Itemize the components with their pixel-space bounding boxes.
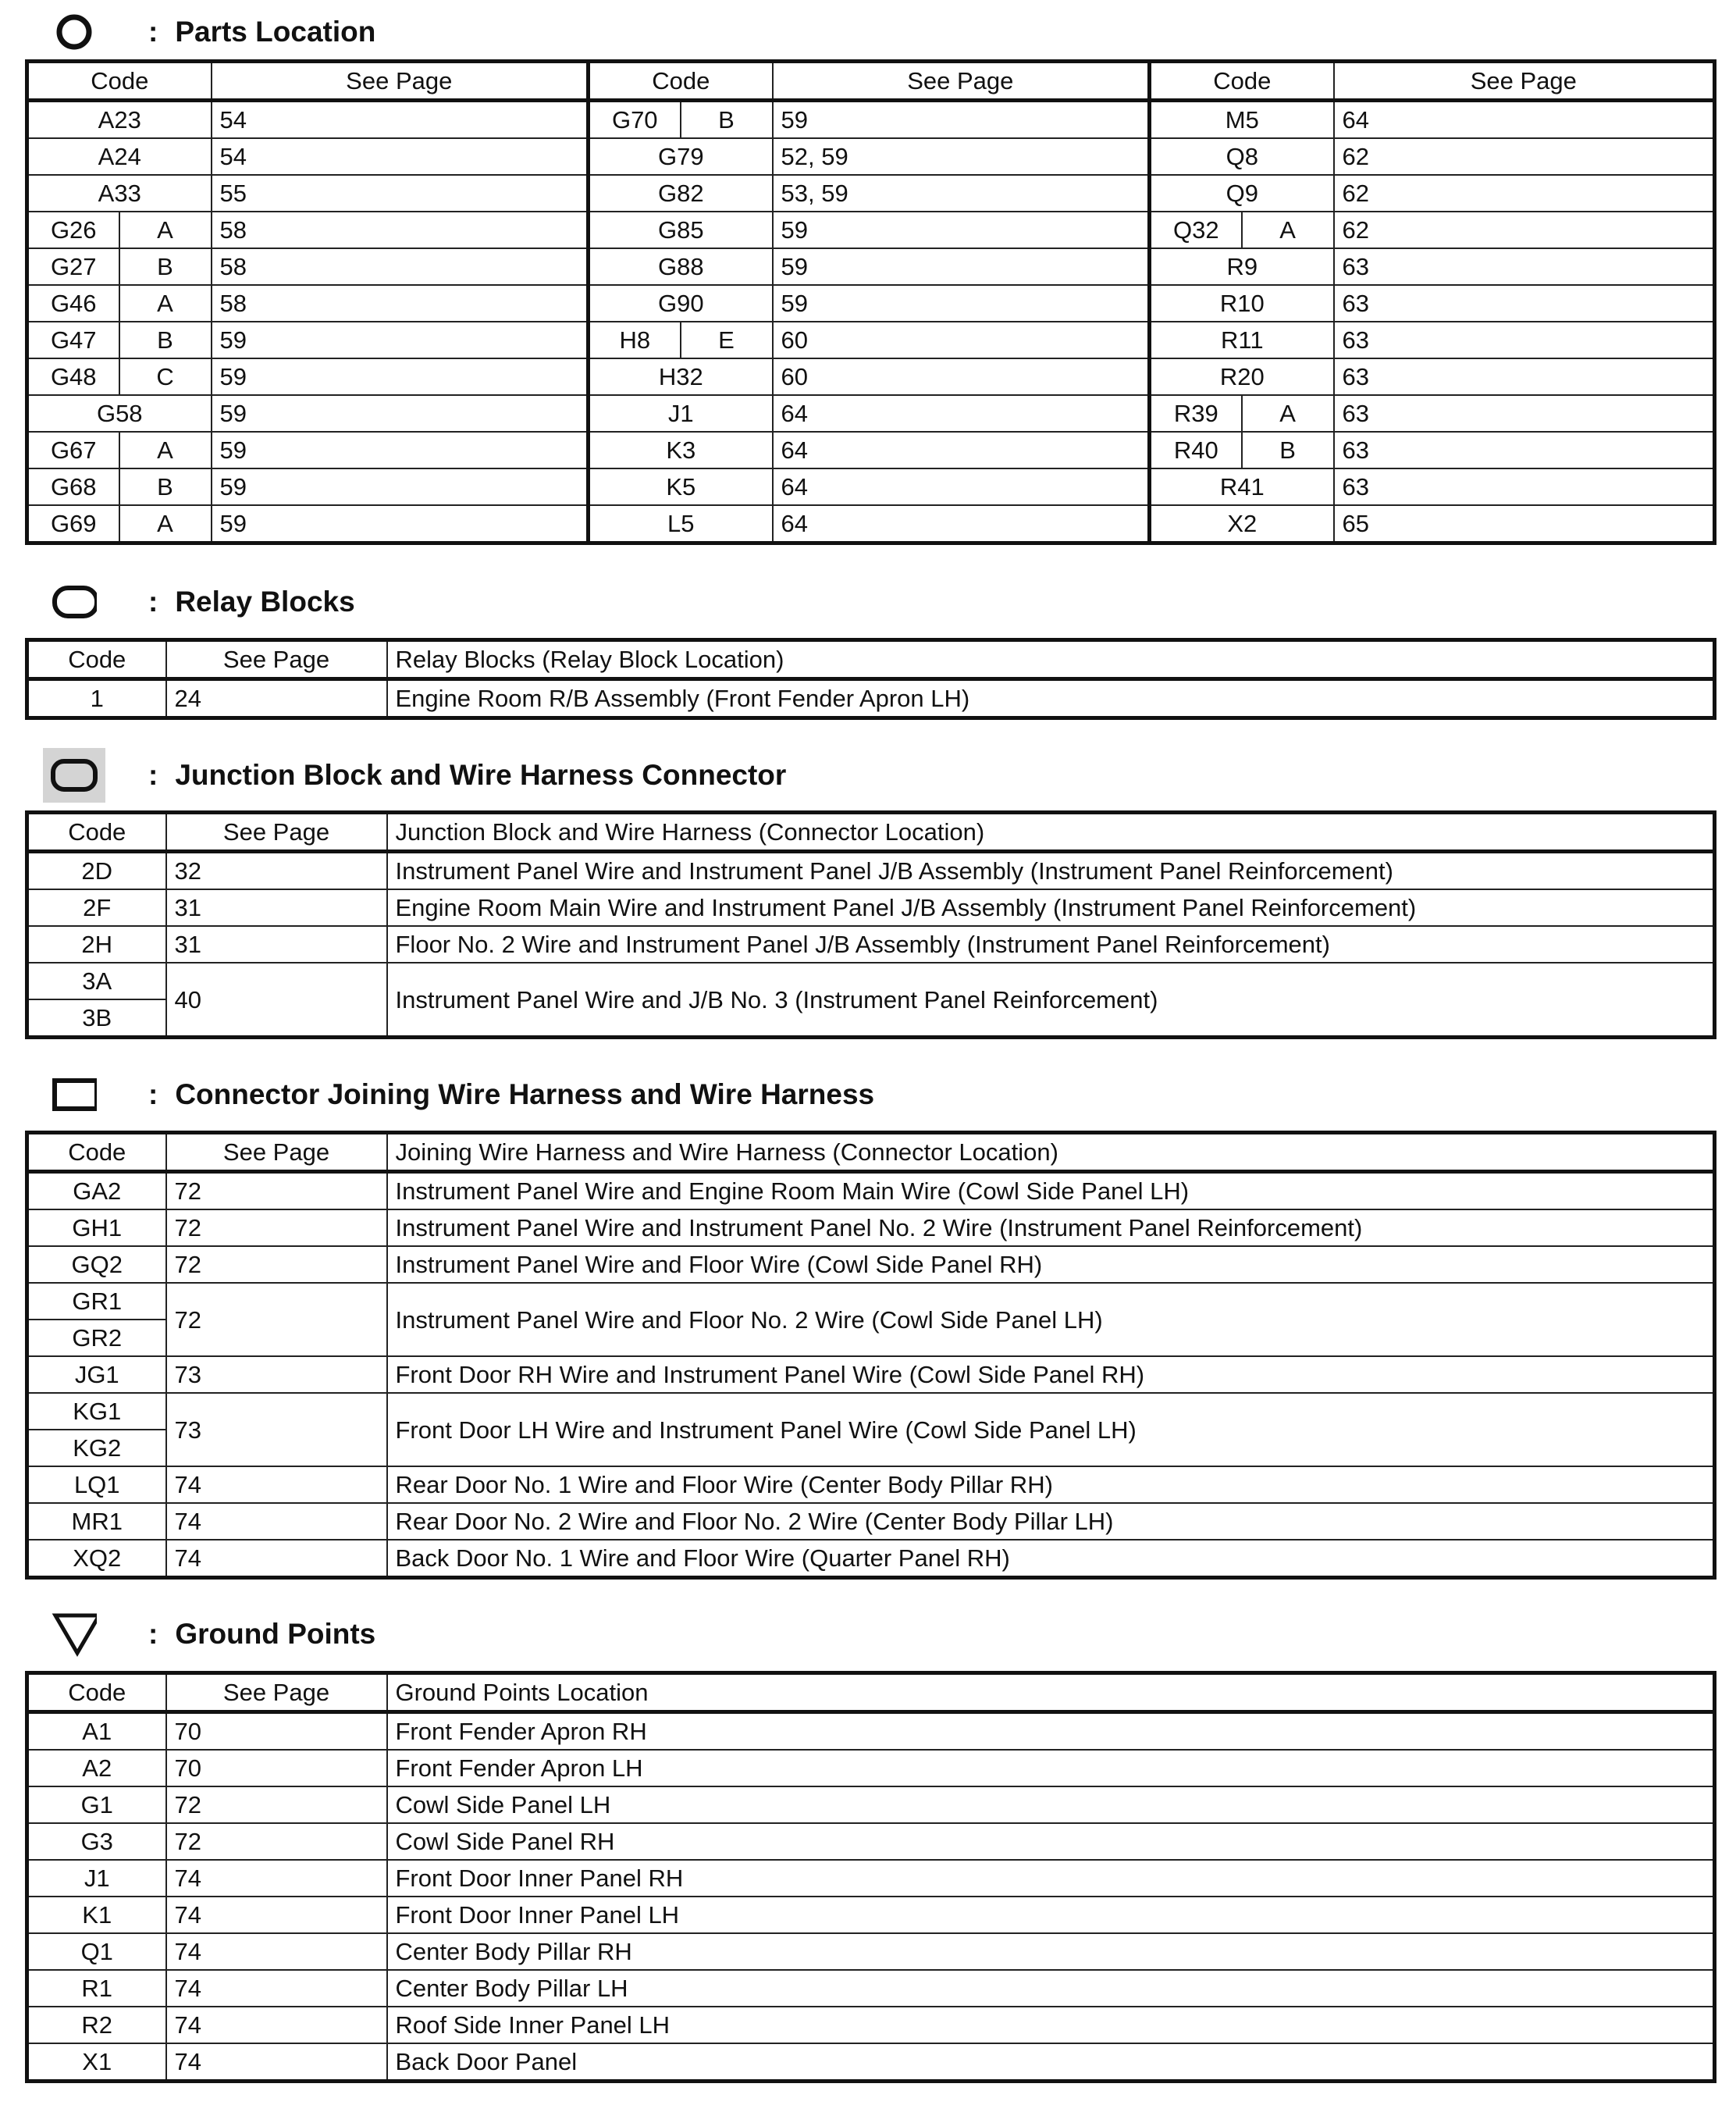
parts-location-heading	[52, 5, 375, 59]
part-code: R11	[1150, 322, 1334, 358]
table-row	[27, 1503, 1715, 1540]
see-page-value: 59	[212, 395, 589, 432]
location-cell: Center Body Pillar RH	[387, 1933, 1715, 1970]
table-row	[27, 248, 1715, 285]
see-page-cell: 74	[166, 1466, 387, 1503]
code-cell: G1	[27, 1786, 166, 1823]
table-row	[27, 138, 1715, 175]
see-page-cell: 74	[166, 2007, 387, 2043]
see-page-cell: 72	[166, 1283, 387, 1356]
rounded-rect-icon	[52, 579, 97, 625]
part-code: A23	[27, 101, 212, 139]
see-page-value: 65	[1334, 505, 1715, 543]
column-header-code: Code	[589, 62, 773, 101]
column-header-code: Code	[1150, 62, 1334, 101]
see-page-value: 62	[1334, 212, 1715, 248]
heading-colon: :	[148, 1618, 158, 1650]
part-code: G69	[27, 505, 119, 543]
part-code: G82	[589, 175, 773, 212]
table-row	[27, 322, 1715, 358]
code-cell: R1	[27, 1970, 166, 2007]
part-code: G46	[27, 285, 119, 322]
see-page-value: 59	[212, 432, 589, 468]
code-cell: G3	[27, 1823, 166, 1860]
see-page-value: 59	[773, 285, 1150, 322]
table-row	[27, 2043, 1715, 2082]
section-title: Parts Location	[175, 16, 376, 48]
relay-blocks-heading	[52, 575, 355, 629]
see-page-value: 63	[1334, 322, 1715, 358]
see-page-cell: 72	[166, 1823, 387, 1860]
location-cell: Rear Door No. 2 Wire and Floor No. 2 Wire (Center Body Pillar LH)	[387, 1503, 1715, 1540]
table-row	[27, 1246, 1715, 1283]
heading-colon: :	[148, 759, 158, 791]
code-cell: GR2	[27, 1320, 166, 1356]
table-row	[27, 468, 1715, 505]
part-code: R9	[1150, 248, 1334, 285]
ground-points-heading	[52, 1607, 375, 1662]
column-header-see-page: See Page	[212, 62, 589, 101]
code-cell: J1	[27, 1860, 166, 1897]
part-code: A33	[27, 175, 212, 212]
table-row	[27, 1540, 1715, 1578]
relay-blocks-table	[25, 638, 1716, 720]
part-code: R10	[1150, 285, 1334, 322]
table-header-row	[27, 813, 1715, 852]
heading-colon: :	[148, 16, 158, 48]
table-row	[27, 1393, 1715, 1430]
table-header-row	[27, 1673, 1715, 1712]
section-title: Connector Joining Wire Harness and Wire Harness	[175, 1078, 875, 1110]
code-cell: 3B	[27, 999, 166, 1038]
table-row	[27, 1897, 1715, 1933]
connector-joining-heading	[52, 1067, 874, 1122]
part-code: G27	[27, 248, 119, 285]
code-cell: GA2	[27, 1172, 166, 1210]
code-cell: KG1	[27, 1393, 166, 1430]
see-page-value: 64	[1334, 101, 1715, 139]
code-cell: R2	[27, 2007, 166, 2043]
part-code: G26	[27, 212, 119, 248]
part-code: Q9	[1150, 175, 1334, 212]
see-page-value: 58	[212, 248, 589, 285]
column-header-code: Code	[27, 640, 166, 679]
location-cell: Front Fender Apron RH	[387, 1712, 1715, 1751]
see-page-value: 53, 59	[773, 175, 1150, 212]
table-row	[27, 1970, 1715, 2007]
column-header-code: Code	[27, 813, 166, 852]
see-page-cell: 24	[166, 679, 387, 718]
part-sub-code: C	[119, 358, 212, 395]
code-cell: 2F	[27, 889, 166, 926]
see-page-cell: 72	[166, 1209, 387, 1246]
part-code: X2	[1150, 505, 1334, 543]
location-cell: Front Door RH Wire and Instrument Panel Wire (Cowl Side Panel RH)	[387, 1356, 1715, 1393]
table-row	[27, 358, 1715, 395]
location-cell: Instrument Panel Wire and Instrument Panel J/B Assembly (Instrument Panel Reinforcement)	[387, 852, 1715, 890]
location-cell: Front Door LH Wire and Instrument Panel Wire (Cowl Side Panel LH)	[387, 1393, 1715, 1466]
part-code: Q8	[1150, 138, 1334, 175]
see-page-value: 62	[1334, 138, 1715, 175]
see-page-cell: 32	[166, 852, 387, 890]
code-cell: JG1	[27, 1356, 166, 1393]
see-page-cell: 72	[166, 1786, 387, 1823]
location-cell: Engine Room R/B Assembly (Front Fender Apron LH)	[387, 679, 1715, 718]
square-icon	[52, 1072, 97, 1117]
circle-icon	[52, 9, 97, 55]
table-row	[27, 212, 1715, 248]
location-cell: Rear Door No. 1 Wire and Floor Wire (Center Body Pillar RH)	[387, 1466, 1715, 1503]
table-row	[27, 285, 1715, 322]
see-page-value: 64	[773, 468, 1150, 505]
column-header-code: Code	[27, 1133, 166, 1172]
table-row	[27, 1209, 1715, 1246]
see-page-value: 60	[773, 322, 1150, 358]
table-row	[27, 679, 1715, 718]
table-row	[27, 926, 1715, 963]
see-page-value: 63	[1334, 468, 1715, 505]
table-row	[27, 1172, 1715, 1210]
part-code: H32	[589, 358, 773, 395]
part-sub-code: A	[119, 432, 212, 468]
location-cell: Instrument Panel Wire and J/B No. 3 (Instrument Panel Reinforcement)	[387, 963, 1715, 1038]
part-code: G67	[27, 432, 119, 468]
part-sub-code: B	[1242, 432, 1334, 468]
heading-colon: :	[148, 1078, 158, 1110]
code-cell: XQ2	[27, 1540, 166, 1578]
see-page-value: 59	[773, 248, 1150, 285]
column-header-see-page: See Page	[1334, 62, 1715, 101]
column-header-location: Joining Wire Harness and Wire Harness (Connector Location)	[387, 1133, 1715, 1172]
triangle-icon	[52, 1612, 97, 1657]
see-page-value: 58	[212, 285, 589, 322]
part-code: H8	[589, 322, 681, 358]
location-cell: Center Body Pillar LH	[387, 1970, 1715, 2007]
table-row	[27, 1356, 1715, 1393]
code-cell: MR1	[27, 1503, 166, 1540]
see-page-value: 54	[212, 101, 589, 139]
code-cell: GR1	[27, 1283, 166, 1320]
section-title: Junction Block and Wire Harness Connector	[175, 759, 787, 791]
code-cell: X1	[27, 2043, 166, 2082]
table-row	[27, 1750, 1715, 1786]
column-header-see-page: See Page	[773, 62, 1150, 101]
location-cell: Front Door Inner Panel LH	[387, 1897, 1715, 1933]
see-page-cell: 70	[166, 1712, 387, 1751]
table-row	[27, 1283, 1715, 1320]
code-cell: KG2	[27, 1430, 166, 1466]
table-row	[27, 505, 1715, 543]
see-page-value: 64	[773, 432, 1150, 468]
part-code: G48	[27, 358, 119, 395]
junction-block-table	[25, 810, 1716, 1039]
part-sub-code: B	[119, 248, 212, 285]
see-page-value: 59	[212, 505, 589, 543]
column-header-code: Code	[27, 62, 212, 101]
part-code: L5	[589, 505, 773, 543]
table-header-row	[27, 1133, 1715, 1172]
part-code: Q32	[1150, 212, 1242, 248]
part-code: A24	[27, 138, 212, 175]
see-page-value: 59	[212, 468, 589, 505]
see-page-value: 59	[773, 101, 1150, 139]
part-code: R39	[1150, 395, 1242, 432]
code-cell: GQ2	[27, 1246, 166, 1283]
part-code: G88	[589, 248, 773, 285]
table-header-row	[27, 62, 1715, 101]
location-cell: Instrument Panel Wire and Floor Wire (Cowl Side Panel RH)	[387, 1246, 1715, 1283]
part-sub-code: A	[119, 285, 212, 322]
part-sub-code: B	[119, 322, 212, 358]
part-code: G47	[27, 322, 119, 358]
part-code: G90	[589, 285, 773, 322]
part-sub-code: A	[1242, 212, 1334, 248]
location-cell: Floor No. 2 Wire and Instrument Panel J/B Assembly (Instrument Panel Reinforcement)	[387, 926, 1715, 963]
see-page-cell: 74	[166, 1897, 387, 1933]
location-cell: Engine Room Main Wire and Instrument Panel J/B Assembly (Instrument Panel Reinforcement)	[387, 889, 1715, 926]
code-cell: 2H	[27, 926, 166, 963]
location-cell: Cowl Side Panel RH	[387, 1823, 1715, 1860]
column-header-see-page: See Page	[166, 640, 387, 679]
column-header-location: Junction Block and Wire Harness (Connector Location)	[387, 813, 1715, 852]
see-page-cell: 72	[166, 1246, 387, 1283]
location-cell: Cowl Side Panel LH	[387, 1786, 1715, 1823]
see-page-value: 63	[1334, 358, 1715, 395]
part-sub-code: B	[681, 101, 773, 139]
table-row	[27, 1466, 1715, 1503]
see-page-value: 63	[1334, 395, 1715, 432]
part-sub-code: A	[119, 212, 212, 248]
see-page-cell: 74	[166, 1860, 387, 1897]
junction-block-heading	[52, 748, 786, 803]
code-cell: K1	[27, 1897, 166, 1933]
column-header-see-page: See Page	[166, 1133, 387, 1172]
shaded-rounded-rect-icon	[43, 748, 105, 803]
see-page-cell: 40	[166, 963, 387, 1038]
see-page-value: 64	[773, 505, 1150, 543]
column-header-see-page: See Page	[166, 813, 387, 852]
see-page-cell: 74	[166, 2043, 387, 2082]
code-cell: 2D	[27, 852, 166, 890]
see-page-cell: 31	[166, 889, 387, 926]
part-sub-code: A	[119, 505, 212, 543]
table-row	[27, 1786, 1715, 1823]
see-page-value: 60	[773, 358, 1150, 395]
see-page-value: 64	[773, 395, 1150, 432]
heading-colon: :	[148, 586, 158, 618]
table-row	[27, 395, 1715, 432]
ground-points-table	[25, 1671, 1716, 2083]
part-code: K3	[589, 432, 773, 468]
see-page-value: 54	[212, 138, 589, 175]
see-page-cell: 74	[166, 1540, 387, 1578]
see-page-value: 63	[1334, 432, 1715, 468]
see-page-value: 62	[1334, 175, 1715, 212]
section-title: Relay Blocks	[175, 586, 355, 618]
code-cell: GH1	[27, 1209, 166, 1246]
location-cell: Roof Side Inner Panel LH	[387, 2007, 1715, 2043]
table-row	[27, 432, 1715, 468]
table-header-row	[27, 640, 1715, 679]
table-row	[27, 1712, 1715, 1751]
see-page-cell: 72	[166, 1172, 387, 1210]
part-code: R41	[1150, 468, 1334, 505]
see-page-cell: 74	[166, 1970, 387, 2007]
location-cell: Instrument Panel Wire and Engine Room Main Wire (Cowl Side Panel LH)	[387, 1172, 1715, 1210]
part-code: R20	[1150, 358, 1334, 395]
table-row	[27, 101, 1715, 139]
see-page-value: 55	[212, 175, 589, 212]
code-cell: 1	[27, 679, 166, 718]
column-header-see-page: See Page	[166, 1673, 387, 1712]
location-cell: Back Door No. 1 Wire and Floor Wire (Quarter Panel RH)	[387, 1540, 1715, 1578]
location-cell: Front Fender Apron LH	[387, 1750, 1715, 1786]
part-code: G68	[27, 468, 119, 505]
table-row	[27, 889, 1715, 926]
part-code: G70	[589, 101, 681, 139]
see-page-cell: 31	[166, 926, 387, 963]
part-code: K5	[589, 468, 773, 505]
part-code: M5	[1150, 101, 1334, 139]
part-code: R40	[1150, 432, 1242, 468]
see-page-cell: 74	[166, 1503, 387, 1540]
connector-joining-table	[25, 1131, 1716, 1580]
part-code: G79	[589, 138, 773, 175]
code-cell: 3A	[27, 963, 166, 999]
location-cell: Instrument Panel Wire and Instrument Panel No. 2 Wire (Instrument Panel Reinforcement)	[387, 1209, 1715, 1246]
part-code: G58	[27, 395, 212, 432]
see-page-value: 63	[1334, 285, 1715, 322]
see-page-cell: 70	[166, 1750, 387, 1786]
see-page-value: 52, 59	[773, 138, 1150, 175]
table-row	[27, 1933, 1715, 1970]
parts-location-table	[25, 59, 1716, 545]
part-code: G85	[589, 212, 773, 248]
table-row	[27, 1823, 1715, 1860]
section-title: Ground Points	[175, 1618, 376, 1650]
part-sub-code: B	[119, 468, 212, 505]
see-page-cell: 74	[166, 1933, 387, 1970]
code-cell: Q1	[27, 1933, 166, 1970]
part-sub-code: A	[1242, 395, 1334, 432]
table-row	[27, 2007, 1715, 2043]
table-row	[27, 175, 1715, 212]
see-page-value: 58	[212, 212, 589, 248]
see-page-value: 59	[773, 212, 1150, 248]
see-page-value: 59	[212, 322, 589, 358]
see-page-cell: 73	[166, 1356, 387, 1393]
column-header-location: Relay Blocks (Relay Block Location)	[387, 640, 1715, 679]
part-sub-code: E	[681, 322, 773, 358]
table-row	[27, 852, 1715, 890]
column-header-location: Ground Points Location	[387, 1673, 1715, 1712]
table-row	[27, 1860, 1715, 1897]
see-page-value: 59	[212, 358, 589, 395]
code-cell: A2	[27, 1750, 166, 1786]
see-page-value: 63	[1334, 248, 1715, 285]
code-cell: LQ1	[27, 1466, 166, 1503]
part-code: J1	[589, 395, 773, 432]
location-cell: Instrument Panel Wire and Floor No. 2 Wire (Cowl Side Panel LH)	[387, 1283, 1715, 1356]
table-row	[27, 963, 1715, 999]
location-cell: Front Door Inner Panel RH	[387, 1860, 1715, 1897]
see-page-cell: 73	[166, 1393, 387, 1466]
location-cell: Back Door Panel	[387, 2043, 1715, 2082]
column-header-code: Code	[27, 1673, 166, 1712]
code-cell: A1	[27, 1712, 166, 1751]
